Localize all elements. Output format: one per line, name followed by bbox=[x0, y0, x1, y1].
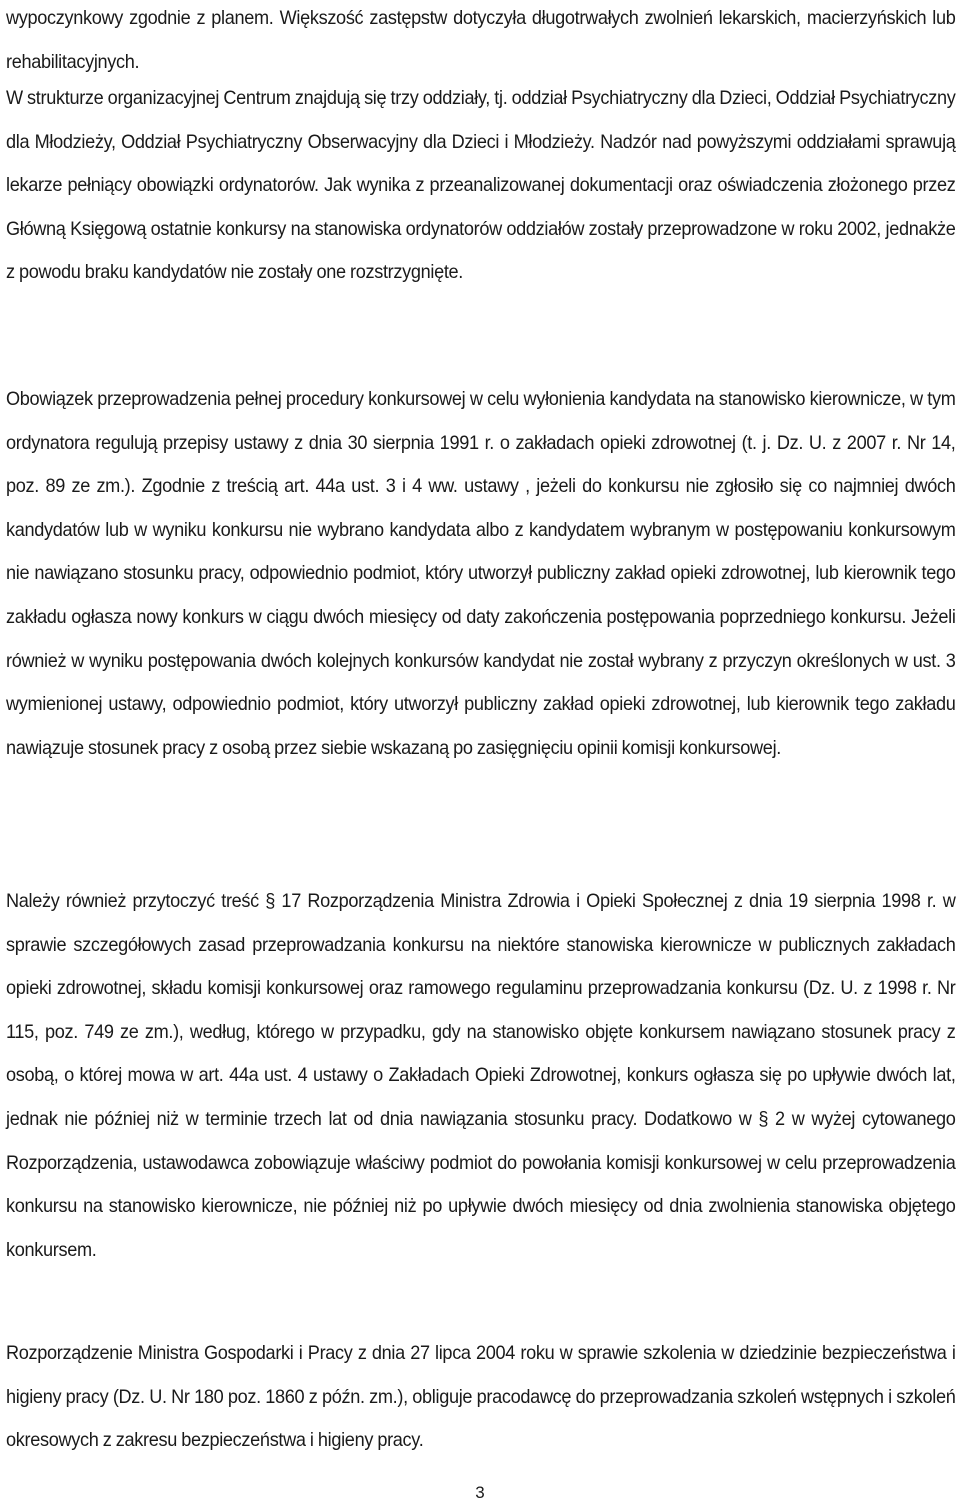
paragraph-4: Należy również przytoczyć treść § 17 Rozporządzenia Ministra Zdrowia i Opieki Społecznej z dnia 19 sierpnia 1998 r. w sprawie szczegółowych zasad przeprowadzania konkursu na niektóre stanowiska kierownicze w publicznych zakładach opieki zdrowotnej, składu komisji konkursowej oraz ramowego regulaminu przeprowadzania konkursu (Dz. U. z 1998 r. Nr 115, poz. 749 ze zm.), według, którego w przypadku, gdy na stanowisko objęte konkursem nawiązano stosunek pracy z osobą, o której mowa w art. 44a ust. 4 ustawy o Zakładach Opieki Zdrowotnej, konkurs ogłasza się po upływie dwóch lat, jednak nie później niż w terminie trzech lat od dnia nawiązania stosunku pracy. Dodatkowo w § 2 w wyżej cytowanego Rozporządzenia, ustawodawca zobowiązuje właściwy podmiot do powołania komisji konkursowej w celu przeprowadzenia konkursu na stanowisko kierownicze, nie później niż po upływie dwóch miesięcy od dnia zwolnienia stanowiska objętego konkursem. bbox=[6, 890, 956, 1261]
paragraph-2: W strukturze organizacyjnej Centrum znajdują się trzy oddziały, tj. oddział Psychiatryczny dla Dzieci, Oddział Psychiatryczny dla Młodzieży, Oddział Psychiatryczny Obserwacyjny dla Dzieci i Młodzieży. Nadzór nad powyższymi oddziałami sprawują lekarze pełniący obowiązki ordynatorów. Jak wynika z przeanalizowanej dokumentacji oraz oświadczenia złożonego przez Główną Księgową ostatnie konkursy na stanowiska ordynatorów oddziałów zostały przeprowadzone w roku 2002, jednakże z powodu braku kandydatów nie zostały one rozstrzygnięte. bbox=[6, 87, 956, 284]
paragraph-5: Rozporządzenie Ministra Gospodarki i Pracy z dnia 27 lipca 2004 roku w sprawie szkolenia w dziedzinie bezpieczeństwa i higieny pracy (Dz. U. Nr 180 poz. 1860 z późn. zm.), obliguje pracodawcę do przeprowadzania szkoleń wstępnych i szkoleń okresowych z zakresu bezpieczeństwa i higieny pracy. bbox=[6, 1342, 956, 1452]
paragraph-3: Obowiązek przeprowadzenia pełnej procedury konkursowej w celu wyłonienia kandydata na stanowisko kierownicze, w tym ordynatora regulują przepisy ustawy z dnia 30 sierpnia 1991 r. o zakładach opieki zdrowotnej (t. j. Dz. U. z 2007 r. Nr 14, poz. 89 ze zm.). Zgodnie z treścią art. 44a ust. 3 i 4 ww. ustawy , jeżeli do konkursu nie zgłosiło się co najmniej dwóch kandydatów lub w wyniku konkursu nie wybrano kandydata albo z kandydatem wybranym w postępowaniu konkursowym nie nawiązano stosunku pracy, odpowiednio podmiot, który utworzył publiczny zakład opieki zdrowotnej, lub kierownik tego zakładu ogłasza nowy konkurs w ciągu dwóch miesięcy od daty zakończenia postępowania poprzedniego konkursu. Jeżeli również w wyniku postępowania dwóch kolejnych konkursów kandydat nie został wybrany z przyczyn określonych w ust. 3 wymienionej ustawy, odpowiednio podmiot, który utworzył publiczny zakład opieki zdrowotnej, lub kierownik tego zakładu nawiązuje stosunek pracy z osobą przez siebie wskazaną po zasięgnięciu opinii komisji konkursowej. bbox=[6, 388, 956, 759]
paragraph-1: wypoczynkowy zgodnie z planem. Większość zastępstw dotyczyła długotrwałych zwolnień lekarskich, macierzyńskich lub rehabilitacyjnych. bbox=[6, 7, 956, 73]
page-number: 3 bbox=[475, 1483, 485, 1502]
